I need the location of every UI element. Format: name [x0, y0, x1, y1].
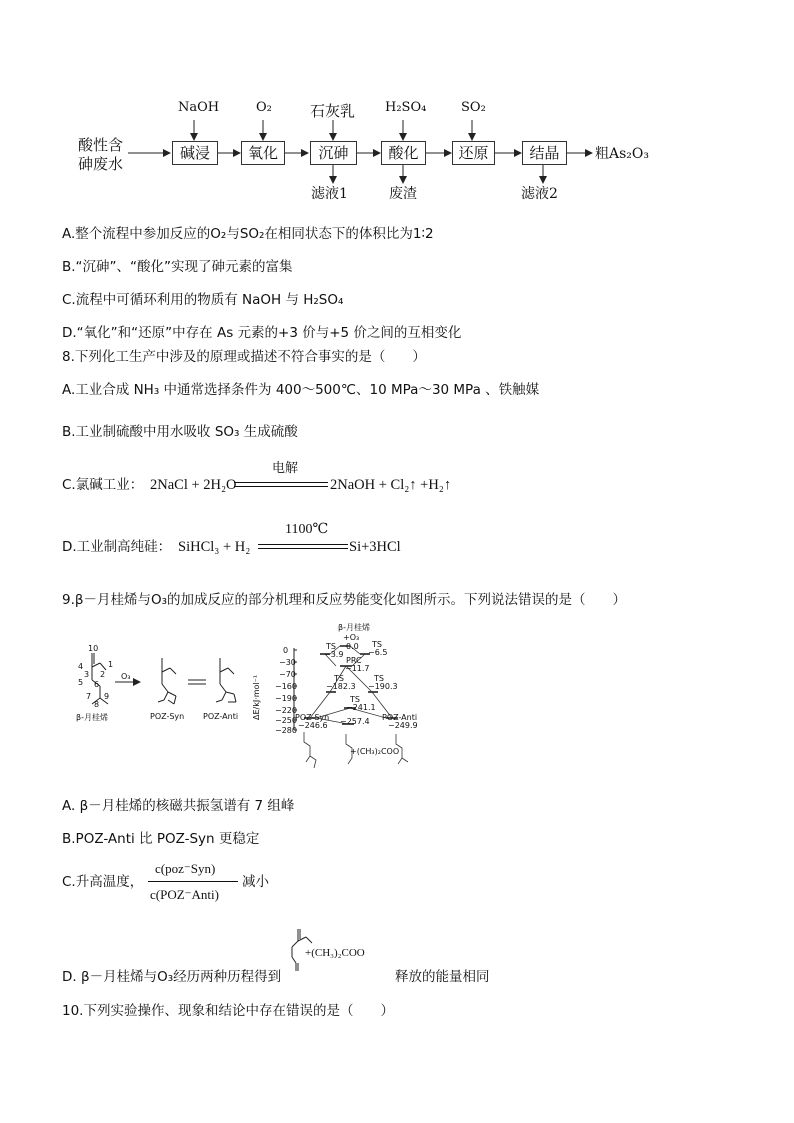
- energy-ylabel: ΔE/kJ·mol⁻¹: [252, 674, 261, 720]
- y-tick-label: −30: [279, 658, 296, 667]
- point-label: 0.0: [346, 642, 359, 651]
- q8-option-b: B.工业制硫酸中用水吸收 SO₃ 生成硫酸: [62, 424, 298, 440]
- step-box: 氧化: [241, 141, 285, 165]
- q9-d-product: +(CH₃)₂COO: [305, 947, 365, 959]
- point-label: PRC: [346, 656, 362, 665]
- product-label: +(CH₃)₂COO: [350, 747, 400, 756]
- equals-line: [258, 548, 348, 549]
- q9-option-a: A. β－月桂烯的核磁共振氢谱有 7 组峰: [62, 798, 295, 814]
- q8-c-condition: 电解: [272, 461, 299, 476]
- output: 滤液2: [521, 186, 558, 202]
- point-label: TS: [334, 674, 344, 683]
- atom-number: 2: [100, 670, 106, 679]
- output: 滤液1: [311, 186, 348, 202]
- equals-line: [234, 482, 328, 483]
- equals-line: [258, 544, 348, 545]
- input-label-2: 砷废水: [78, 155, 124, 173]
- poz-anti-structure: [216, 658, 236, 702]
- energy-title-2: +O₃: [343, 633, 360, 642]
- q8-stem: 8.下列化工生产中涉及的原理或描述不符合事实的是（ ）: [62, 349, 426, 365]
- fraction-bar: [148, 881, 238, 882]
- compound-name: POZ-Syn: [150, 712, 185, 721]
- reagent: NaOH: [178, 100, 220, 115]
- q7-option-b: B.“沉砷”、“酸化”实现了砷元素的富集: [62, 259, 293, 275]
- y-tick-label: −190: [275, 694, 297, 703]
- q8-d-prefix: D.工业制高纯硅：: [62, 539, 172, 555]
- y-tick-label: −70: [279, 670, 296, 679]
- input-label-1: 酸性含: [78, 136, 124, 154]
- equals-line: [234, 486, 328, 487]
- q9-c-numerator: c(poz⁻Syn): [155, 861, 216, 876]
- point-label: −246.6: [298, 721, 328, 730]
- reagent: SO₂: [461, 100, 486, 115]
- point-label: −3.9: [324, 650, 344, 659]
- atom-number: 4: [78, 662, 84, 671]
- atom-number: 6: [94, 680, 100, 689]
- compound-name: β-月桂烯: [76, 713, 108, 722]
- q10-stem: 10.下列实验操作、现象和结论中存在错误的是（ ）: [62, 1003, 394, 1019]
- q8-d-right: Si+3HCl: [349, 539, 401, 555]
- point-label: −249.9: [388, 721, 418, 730]
- product: 粗As₂O₃: [595, 146, 649, 162]
- reagent: 石灰乳: [310, 102, 356, 120]
- point-label: TS: [350, 695, 360, 704]
- output: 废渣: [389, 186, 417, 202]
- atom-number: 9: [104, 692, 110, 701]
- q9-option-b: B.POZ-Anti 比 POZ-Syn 更稳定: [62, 831, 260, 847]
- q8-c-right: 2NaOH + Cl₂↑ +H₂↑: [330, 477, 452, 493]
- point-label: TS: [374, 674, 384, 683]
- q8-d-condition: 1100℃: [285, 522, 329, 537]
- step-box: 沉砷: [310, 141, 357, 165]
- compound-name: POZ-Anti: [203, 712, 239, 721]
- reagent: O₂: [256, 100, 272, 115]
- atom-number: 3: [84, 670, 90, 679]
- point-label: −6.5: [368, 648, 388, 657]
- q7-option-d: D.“氧化”和“还原”中存在 As 元素的+3 价与+5 价之间的互相变化: [62, 325, 462, 341]
- point-label: −257.4: [340, 717, 370, 726]
- step-box: 还原: [452, 141, 495, 165]
- point-label: POZ-Syn: [295, 713, 330, 722]
- reagent-o3: O₃: [121, 672, 131, 681]
- y-tick-label: −160: [275, 682, 297, 691]
- point-label: −241.1: [346, 703, 376, 712]
- point-label: TS: [372, 640, 382, 649]
- step-box: 结晶: [522, 141, 567, 165]
- point-label: −190.3: [368, 682, 398, 691]
- q8-c-prefix: C.氯碱工业：: [62, 477, 144, 493]
- atom-number: 1: [108, 660, 114, 669]
- q7-option-c: C.流程中可循环利用的物质有 NaOH 与 H₂SO₄: [62, 292, 344, 308]
- y-tick-label: −220: [275, 706, 297, 715]
- atom-number: 7: [86, 692, 92, 701]
- q8-d-left: SiHCl₃ + H₂: [178, 539, 251, 555]
- reagent: H₂SO₄: [385, 100, 427, 115]
- atom-number: 5: [78, 678, 84, 687]
- poz-syn-structure: [158, 658, 176, 704]
- atom-number: 10: [88, 644, 99, 653]
- q9-c-prefix: C.升高温度，: [62, 874, 144, 890]
- atom-number: 8: [94, 700, 100, 709]
- point-label: TS: [326, 642, 336, 651]
- q9-d-prefix: D. β－月桂烯与O₃经历两种历程得到: [62, 969, 282, 985]
- q7-option-a: A.整个流程中参加反应的O₂与SO₂在相同状态下的体积比为1∶2: [62, 226, 434, 242]
- y-tick-label: −280: [275, 726, 297, 735]
- q9-c-denominator: c(POZ⁻Anti): [150, 887, 219, 902]
- point-label: −182.3: [326, 682, 356, 691]
- point-label: −11.7: [345, 664, 370, 673]
- q9-d-suffix: 释放的能量相同: [395, 969, 490, 985]
- q8-option-a: A.工业合成 NH₃ 中通常选择条件为 400～500℃、10 MPa～30 MPa 、铁触媒: [62, 382, 540, 398]
- step-box: 酸化: [381, 141, 426, 165]
- step-box: 碱浸: [172, 141, 218, 165]
- y-tick-label: −250: [275, 716, 297, 725]
- point-label: POZ-Anti: [382, 713, 418, 722]
- q9-c-suffix: 减小: [242, 874, 269, 890]
- q9-stem: 9.β－月桂烯与O₃的加成反应的部分机理和反应势能变化如图所示。下列说法错误的是（ ）: [62, 592, 627, 608]
- y-tick-label: 0: [283, 646, 289, 655]
- q8-c-left: 2NaCl + 2H₂O: [150, 477, 237, 493]
- energy-title: β-月桂烯: [338, 623, 370, 632]
